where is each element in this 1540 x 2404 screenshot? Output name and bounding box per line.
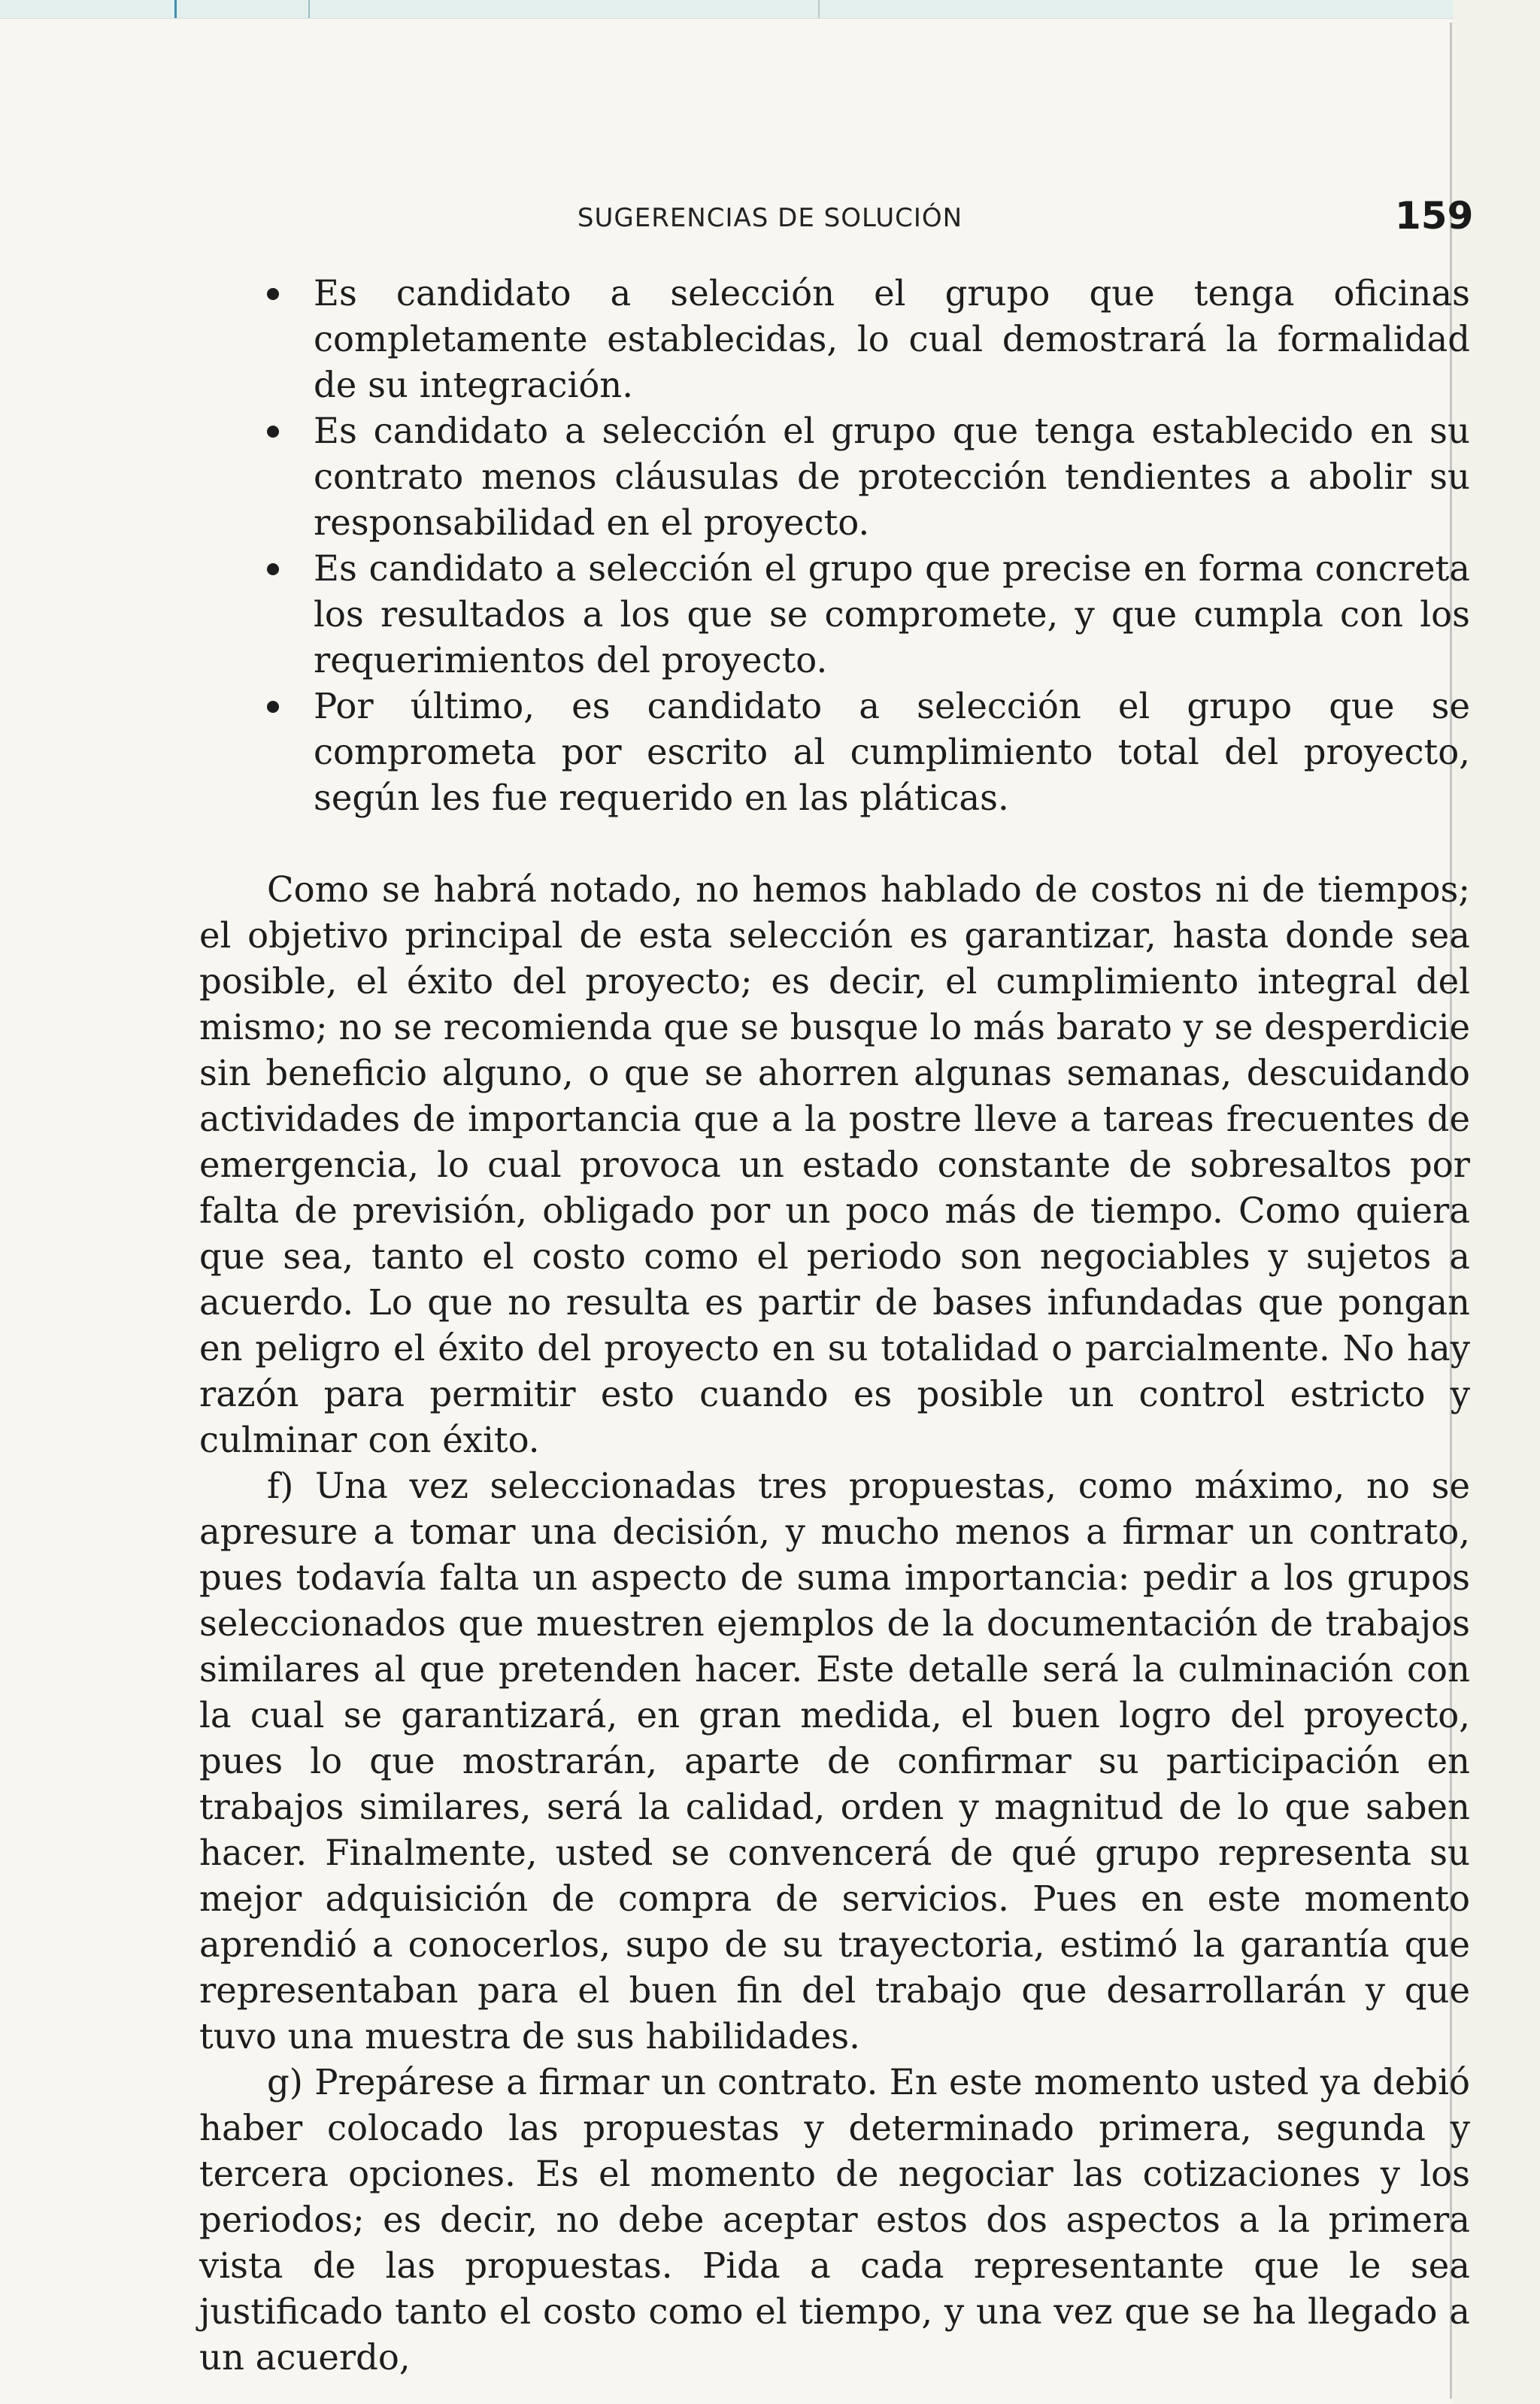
body-paragraph: g) Prepárese a firmar un contrato. En este momento usted ya debió haber colocado las propuestas y determinado primera, segunda y tercera opciones. Es el momento de negociar las cotizaciones y los periodos; es decir, no debe aceptar estos dos aspectos a la primera vista de las propuestas. Pida a cada representante que le sea justificado tanto el costo como el tiempo, y una vez que se ha llegado a un acuerdo,	[199, 2062, 1470, 2378]
criteria-list	[199, 271, 1470, 821]
scan-top-strip	[0, 0, 1540, 19]
list-item-text: Por último, es candidato a selección el grupo que se comprometa por escrito al cumplimiento total del proyecto, según les fue requerido en las pláticas.	[314, 686, 1470, 818]
list-item-text: Es candidato a selección el grupo que precise en forma concreta los resultados a los que se compromete, y que cumpla con los requerimientos del proyecto.	[314, 548, 1470, 681]
running-head: SUGERENCIAS DE SOLUCIÓN	[577, 203, 963, 233]
list-item-text: Es candidato a selección el grupo que tenga establecido en su contrato menos cláusulas de protección tendientes a abolir su responsabilidad en el proyecto.	[314, 411, 1470, 543]
scan-edge-mark	[174, 0, 177, 18]
list-item	[199, 546, 1470, 684]
body-paragraph: f) Una vez seleccionadas tres propuestas, como máximo, no se apresure a tomar una decisión, y mucho menos a firmar un contrato, pues todavía falta un aspecto de suma importancia: pedir a los grupos seleccionados que muestren ejemplos de la documentación de trabajos similares al que pretenden hacer. Este detalle será la culminación con la cual se garantizará, en gran medida, el buen logro del proyecto, pues lo que mostrarán, aparte de confirmar su participación en trabajos similares, será la calidad, orden y magnitud de lo que saben hacer. Finalmente, usted se convencerá de qué grupo representa su mejor adquisición de compra de servicios. Pues en este momento aprendió a conocerlos, supo de su trayectoria, estimó la garantía que representaban para el buen fin del trabajo que desarrollarán y que tuvo una muestra de sus habilidades.	[199, 1466, 1470, 2057]
paragraph-spacer	[199, 821, 1470, 867]
bullet-icon	[267, 563, 279, 575]
list-item	[199, 271, 1470, 408]
page-number: 159	[1395, 194, 1474, 238]
bullet-icon	[267, 701, 279, 713]
scan-edge-mark	[308, 0, 310, 18]
scan-edge-mark	[818, 0, 820, 18]
list-item-text: Es candidato a selección el grupo que tenga oficinas completamente establecidas, lo cual demostrará la formalidad de su integración.	[314, 273, 1470, 405]
page-body	[199, 271, 1470, 2381]
list-item	[199, 408, 1470, 546]
page-header	[0, 194, 1540, 247]
body-paragraph: Como se habrá notado, no hemos hablado de costos ni de tiempos; el objetivo principal de esta selección es garantizar, hasta donde sea posible, el éxito del proyecto; es decir, el cumplimiento integral del mismo; no se recomienda que se busque lo más barato y se desperdicie sin beneficio alguno, o que se ahorren algunas semanas, descuidando actividades de importancia que a la postre lleve a tareas frecuentes de emergencia, lo cual provoca un estado constante de sobresaltos por falta de previsión, obligado por un poco más de tiempo. Como quiera que sea, tanto el costo como el periodo son negociables y sujetos a acuerdo. Lo que no resulta es partir de bases infundadas que pongan en peligro el éxito del proyecto en su totalidad o parcialmente. No hay razón para permitir esto cuando es posible un control estricto y culminar con éxito.	[199, 869, 1470, 1460]
list-item	[199, 684, 1470, 821]
bullet-icon	[267, 288, 279, 300]
bullet-icon	[267, 426, 279, 438]
